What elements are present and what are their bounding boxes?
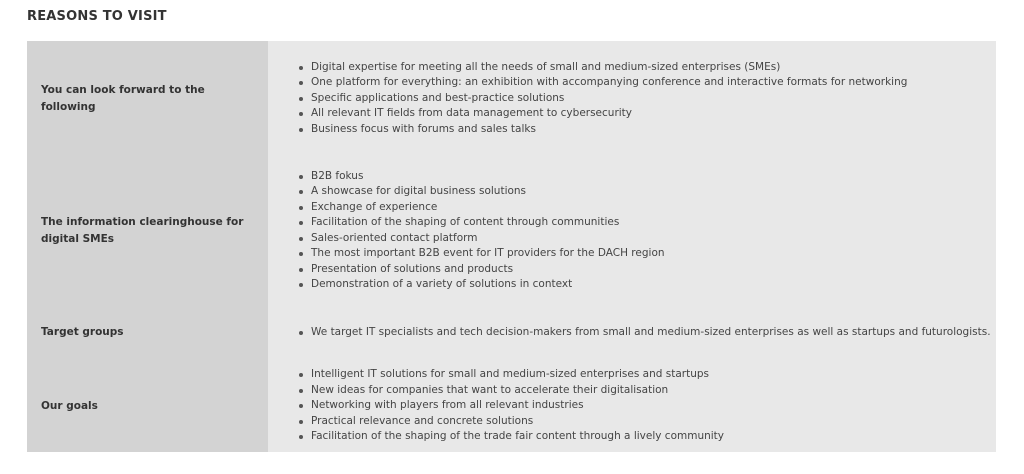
table-row (27, 305, 996, 360)
row-content (268, 305, 996, 360)
table-row (27, 156, 996, 305)
table-row (27, 360, 996, 452)
list-item: B2B fokus (298, 169, 665, 185)
row-content (268, 360, 996, 452)
row-label: Target groups (27, 305, 268, 360)
row-label: You can look forward to the following (27, 41, 268, 156)
row-label: Our goals (27, 360, 268, 452)
list-item: Facilitation of the shaping of content through communities (298, 215, 665, 231)
list-item: Business focus with forums and sales talks (298, 122, 907, 138)
list-item: Sales-oriented contact platform (298, 231, 665, 247)
list-item: New ideas for companies that want to accelerate their digitalisation (298, 383, 724, 399)
list-item: Specific applications and best-practice solutions (298, 91, 907, 107)
list-item: Digital expertise for meeting all the needs of small and medium-sized enterprises (SMEs) (298, 60, 907, 76)
reasons-table (27, 41, 996, 452)
list-item: Networking with players from all relevant industries (298, 398, 724, 414)
list-item: Facilitation of the shaping of the trade fair content through a lively community (298, 429, 724, 445)
bullet-list (298, 60, 907, 138)
list-item: Practical relevance and concrete solutions (298, 414, 724, 430)
row-content (268, 41, 996, 156)
list-item: All relevant IT fields from data management to cybersecurity (298, 106, 907, 122)
table-row (27, 41, 996, 156)
list-item: A showcase for digital business solutions (298, 184, 665, 200)
list-item: Demonstration of a variety of solutions in context (298, 277, 665, 293)
section-title: REASONS TO VISIT (27, 9, 167, 24)
list-item: One platform for everything: an exhibition with accompanying conference and interactive formats for networking (298, 75, 907, 91)
list-item: Exchange of experience (298, 200, 665, 216)
row-content (268, 156, 996, 305)
list-item: The most important B2B event for IT providers for the DACH region (298, 246, 665, 262)
list-item: We target IT specialists and tech decision-makers from small and medium-sized enterprises as well as startups and futurologists. (298, 325, 991, 341)
row-label: The information clearinghouse for digital SMEs (27, 156, 268, 305)
bullet-list (298, 325, 991, 341)
list-item: Intelligent IT solutions for small and medium-sized enterprises and startups (298, 367, 724, 383)
bullet-list (298, 367, 724, 445)
list-item: Presentation of solutions and products (298, 262, 665, 278)
bullet-list (298, 169, 665, 293)
